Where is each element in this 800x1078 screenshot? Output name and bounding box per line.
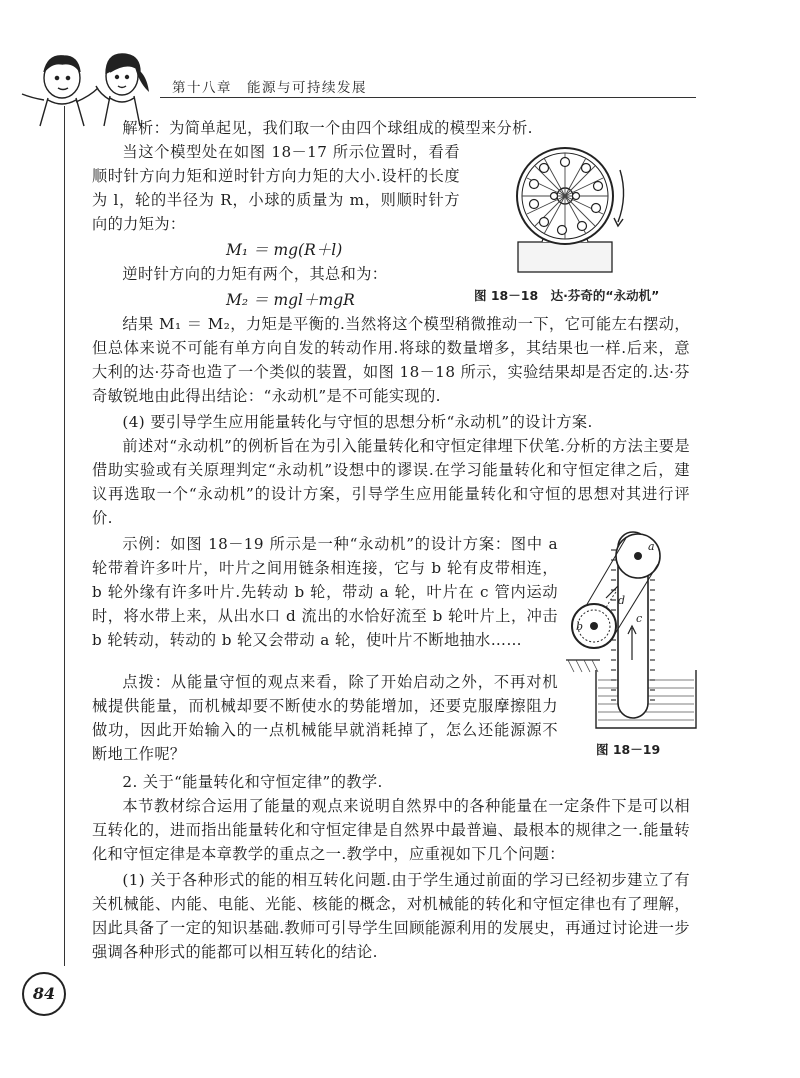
chapter-header: 第十八章 能源与可持续发展 (172, 80, 367, 96)
figure-18-18 (506, 140, 656, 278)
label-d: d (618, 594, 626, 607)
formula-m2: M₂ ＝ mgl＋mgR (226, 291, 355, 309)
point-1-paragraph: (1) 关于各种形式的能的相互转化问题.由于学生通过前面的学习已经初步建立了有关机械能、内能、电能、光能、核能的概念，对机械能的转化和守恒定律也有了理解，因此具备了一定的知识基础.教师可引导学生回顾能源利用的发展史，再通过讨论进一步强调各种形式的能都可以相互转化的结论. (92, 871, 690, 961)
header-rule (160, 97, 696, 98)
counter-paragraph: 逆时针方向的力矩有两个，其总和为： (122, 265, 388, 283)
figure-18-18-caption: 图 18－18 达·芬奇的“永动机” (474, 288, 660, 303)
formula-m1: M₁ ＝ mg(R＋l) (226, 241, 343, 259)
section-2-paragraph: 本节教材综合运用了能量的观点来说明自然界中的各种能量在一定条件下是可以相互转化的，进而指出能量转化和守恒定律是自然界中最普遍、最根本的规律之一.能量转化和守恒定律是本章教学的重点之一.教学中，应重视如下几个问题： (92, 797, 690, 863)
label-b: b (576, 620, 584, 633)
figure-18-19-caption: 图 18－19 (596, 742, 661, 757)
figure-18-19 (566, 520, 700, 734)
point-4-paragraph: 前述对“永动机”的例析旨在为引入能量转化和守恒定律埋下伏笔.分析的方法主要是借助实验或有关原理判定“永动机”设想中的谬误.在学习能量转化和守恒定律之后，建议再选取一个“永动机”的设计方案，引导学生应用能量转化和守恒的思想对其进行评价. (92, 437, 690, 527)
label-a: a (648, 540, 655, 553)
page-number: 84 (22, 972, 66, 1016)
section-2-heading: 2. 关于“能量转化和守恒定律”的教学. (122, 773, 383, 791)
result-paragraph: 结果 M₁ ＝ M₂，力矩是平衡的.当然将这个模型稍微推动一下，它可能左右摆动，但总体来说不可能有单方向自发的转动作用.将球的数量增多，其结果也一样.后来，意大利的达·芬奇也造了一个类似的装置，如图 18－18 所示，实验结果却是否定的.达·芬奇敏锐地由此得出结论：“永动机”是不可能实现的. (92, 315, 690, 405)
margin-rule (64, 106, 65, 966)
example-paragraph: 示例：如图 18－19 所示是一种“永动机”的设计方案：图中 a 轮带着许多叶片，叶片之间用链条相连接，它与 b 轮有皮带相连，b 轮外缘有许多叶片.先转动 b 轮，带动 a 轮，叶片在 c 管内运动时，将水带上来，从出水口 d 流出的水恰好流至 b 轮叶片上，冲击 b 轮转动，转动的 b 轮又会带动 a 轮，使叶片不断地抽水…… (92, 535, 558, 649)
position-paragraph: 当这个模型处在如图 18－17 所示位置时，看看顺时针方向力矩和逆时针方向力矩的大小.设杆的长度为 l，轮的半径为 R，小球的质量为 m，则顺时针方向的力矩为： (92, 143, 460, 233)
analysis-intro: 解析：为简单起见，我们取一个由四个球组成的模型来分析. (122, 119, 533, 137)
water-wheel-drawing (566, 520, 700, 734)
point-4-heading: (4) 要引导学生应用能量转化与守恒的思想分析“永动机”的设计方案. (122, 413, 593, 431)
hint-paragraph: 点拨：从能量守恒的观点来看，除了开始启动之外，不再对机械提供能量，而机械却要不断使水的势能增加，还要克服摩擦阻力做功，因此开始输入的一点机械能早就消耗掉了，怎么还能源源不断地工作呢？ (92, 673, 558, 763)
perpetual-wheel-drawing (506, 140, 656, 278)
label-c: c (636, 612, 643, 625)
